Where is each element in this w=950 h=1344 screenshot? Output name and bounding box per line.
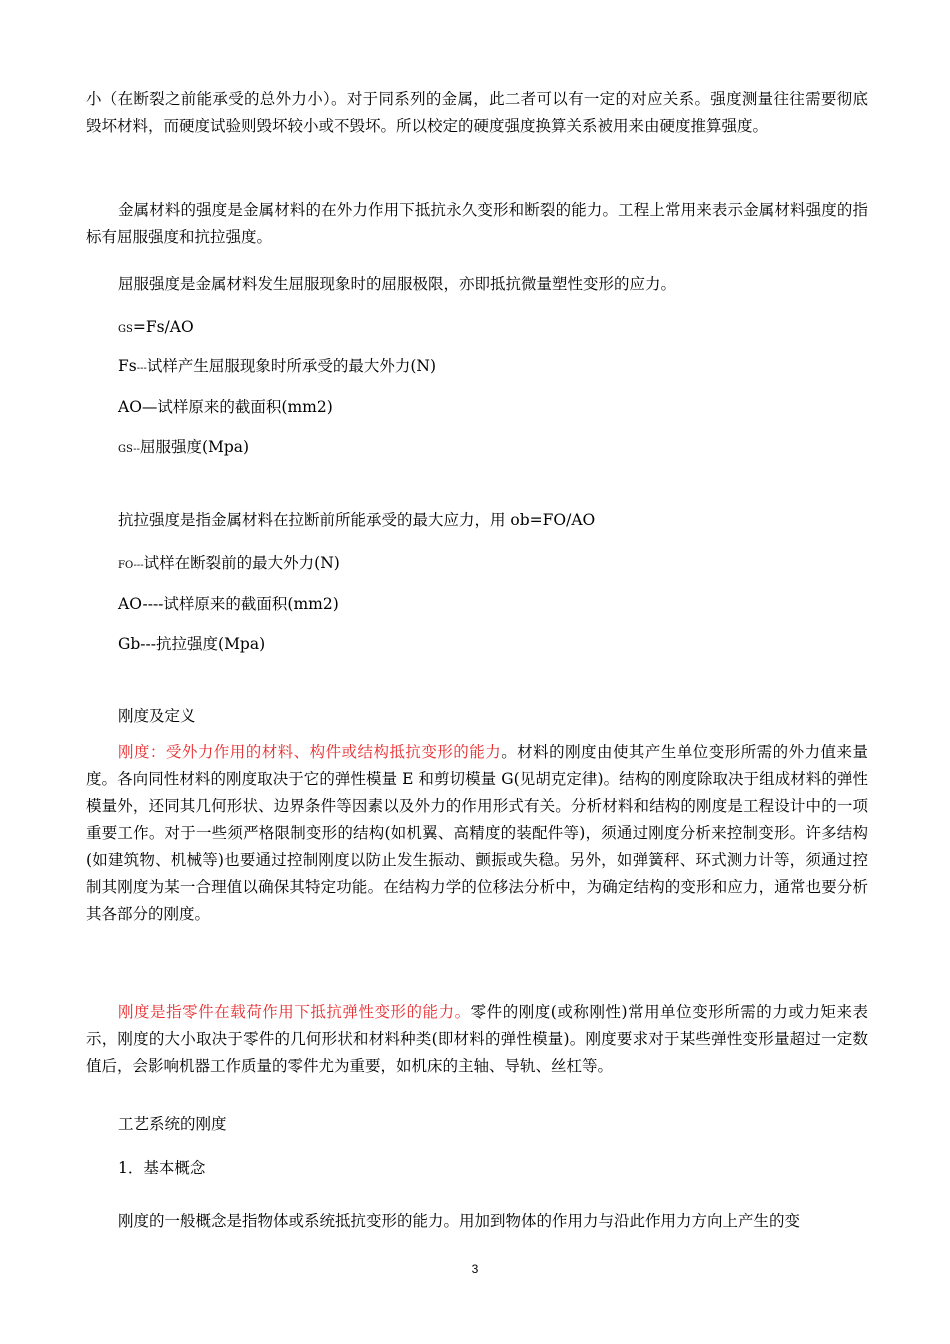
highlighted-definition: 刚度是指零件在载荷作用下抵抗弹性变形的能力。 (118, 1003, 471, 1021)
definition-text: 试样在断裂前的最大外力(N) (143, 554, 340, 572)
paragraph-part-stiffness (86, 999, 868, 1080)
definition-gs (118, 436, 249, 461)
definition-gb: Gb---抗拉强度(Mpa) (118, 635, 266, 653)
paragraph-text: 。材料的刚度由使其产生单位变形所需的外力值来量度。各向同性材料的刚度取决于它的弹性模量 E 和剪切模量 G(见胡克定律)。结构的刚度除取决于组成材料的弹性模量外，还同其几何形状、边界条件等因素以及外力的作用形式有关。分析材料和结构的刚度是工程设计中的一项重要工作。对于一些须严格限制变形的结构(如机翼、高精度的装配件等)，须通过刚度分析来控制变形。许多结构(如建筑物、机械等)也要通过控制刚度以防止发生振动、颤振或失稳。另外，如弹簧秤、环式测力计等，须通过控制其刚度为某一合理值以确保其特定功能。在结构力学的位移法分析中，为确定结构的变形和应力，通常也要分析其各部分的刚度。 (86, 743, 868, 923)
formula-expression: =Fs/AO (132, 318, 194, 336)
definition-symbol: GS-- (118, 444, 140, 455)
paragraph-stiffness-concept: 刚度的一般概念是指物体或系统抵抗变形的能力。用加到物体的作用力与沿此作用力方向上产生的变 (118, 1212, 801, 1230)
page-number: 3 (471, 1262, 479, 1276)
definition-dash: --- (136, 363, 147, 374)
definition-fo (118, 552, 340, 577)
definition-ao-tensile: AO----试样原来的截面积(mm2) (118, 595, 339, 613)
paragraph-text: 零件的刚度(或称刚性)常用单位变形所需的力或力矩来表示，刚度的大小取决于零件的几何形状和材料种类(即材料的弹性模量)。刚度要求对于某些弹性变形量超过一定数值后，会影响机器工作质量的零件尤为重要，如机床的主轴、导轨、丝杠等。 (86, 1003, 868, 1075)
formula-yield (118, 316, 194, 341)
definition-symbol: Fs (118, 357, 137, 375)
definition-fs (118, 355, 436, 380)
subsection-heading-basic-concepts: 1．基本概念 (118, 1159, 206, 1177)
definition-ao: AO—试样原来的截面积(mm2) (118, 398, 333, 416)
paragraph-stiffness-definition (86, 739, 868, 928)
highlighted-definition: 刚度：受外力作用的材料、构件或结构抵抗变形的能力 (118, 743, 502, 761)
section-heading-process-stiffness: 工艺系统的刚度 (118, 1115, 227, 1133)
tensile-intro: 抗拉强度是指金属材料在拉断前所能承受的最大应力，用 ob=FO/AO (118, 511, 596, 529)
paragraph-yield-strength: 屈服强度是金属材料发生屈服现象时的屈服极限，亦即抵抗微量塑性变形的应力。 (118, 275, 677, 293)
definition-text: 试样产生屈服现象时所承受的最大外力(N) (146, 357, 437, 375)
section-heading-stiffness: 刚度及定义 (118, 707, 196, 725)
paragraph-hardness-strength: 小（在断裂之前能承受的总外力小）。对于同系列的金属，此二者可以有一定的对应关系。强度测量往往需要彻底毁坏材料，而硬度试验则毁坏较小或不毁坏。所以校定的硬度强度换算关系被用来由硬度推算强度。 (86, 90, 868, 135)
definition-text: 屈服强度(Mpa) (139, 438, 250, 456)
paragraph-metal-strength: 金属材料的强度是金属材料的在外力作用下抵抗永久变形和断裂的能力。工程上常用来表示金属材料强度的指标有屈服强度和抗拉强度。 (86, 201, 868, 246)
definition-symbol: FO--- (118, 560, 144, 571)
formula-symbol: GS (118, 324, 133, 335)
